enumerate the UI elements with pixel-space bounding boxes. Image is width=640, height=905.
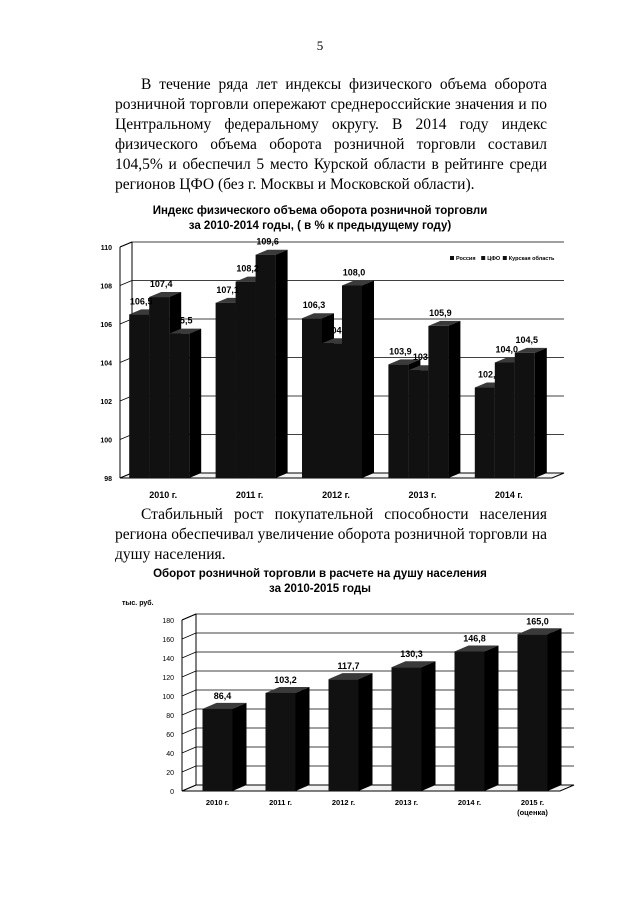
chart2-ytick-label: 160 bbox=[162, 637, 174, 644]
chart1-data-label: 108,0 bbox=[342, 267, 366, 278]
chart2-bar-side bbox=[485, 646, 499, 791]
chart2-data-label: 165,0 bbox=[526, 616, 549, 627]
chart1-legend-swatch bbox=[503, 256, 507, 260]
chart2-grid-diag bbox=[182, 633, 196, 639]
chart2-grid-diag bbox=[182, 747, 196, 753]
chart2-ytick-label: 40 bbox=[166, 751, 174, 758]
chart2-data-label: 130,3 bbox=[400, 649, 423, 660]
chart2-data-label: 103,2 bbox=[274, 674, 297, 685]
chart2-data-label: 86,4 bbox=[213, 690, 232, 701]
chart1-ytick-label: 98 bbox=[104, 476, 112, 483]
chart2-grid-diag bbox=[182, 728, 196, 734]
chart1-title-line2: за 2010-2014 годы, ( в % к предыдущему году) bbox=[188, 220, 452, 232]
chart-retail-per-capita bbox=[0, 595, 640, 855]
chart1-xtick-label: 2014 г. bbox=[494, 490, 523, 500]
chart2-xtick-label: 2012 г. bbox=[331, 798, 356, 807]
chart1-data-label: 105,5 bbox=[169, 315, 193, 326]
chart1-bar bbox=[129, 314, 149, 478]
chart1-ytick-label: 102 bbox=[100, 399, 112, 406]
chart1-bar-side bbox=[362, 281, 374, 479]
chart2-xtick-label: 2014 г. bbox=[457, 798, 482, 807]
chart1-bar bbox=[169, 334, 189, 478]
chart2-bar bbox=[329, 679, 359, 791]
chart1-bar bbox=[302, 318, 322, 478]
chart1-data-label: 104,0 bbox=[495, 344, 519, 355]
chart1-data-label: 108,2 bbox=[236, 263, 259, 274]
chart1-data-label: 106,3 bbox=[302, 300, 326, 311]
chart2-ytick-label: 0 bbox=[170, 789, 174, 796]
chart2-ylabel: тыс. руб. bbox=[122, 600, 154, 607]
chart2-bar bbox=[518, 634, 548, 791]
chart1-title-line1: Индекс физического объема оборота розничной торговли bbox=[152, 205, 488, 217]
chart1-xtick-label: 2011 г. bbox=[235, 490, 264, 500]
chart2-bar-side bbox=[233, 703, 247, 791]
chart2-bar-side bbox=[359, 673, 373, 791]
page-number: 5 bbox=[316, 38, 324, 53]
chart1-grid-diag bbox=[120, 281, 132, 286]
chart2-grid-diag bbox=[182, 671, 196, 677]
chart1-bar-side bbox=[448, 321, 460, 478]
chart2-bar-side bbox=[422, 661, 436, 791]
chart2-bar bbox=[266, 693, 296, 791]
chart2-xtick-label: 2010 г. bbox=[205, 798, 230, 807]
chart2-grid-diag bbox=[182, 614, 196, 620]
chart2-grid-diag bbox=[182, 766, 196, 772]
chart1-ytick-label: 100 bbox=[100, 437, 112, 445]
chart1-xtick-label: 2012 г. bbox=[322, 490, 350, 500]
chart1-bar bbox=[515, 353, 535, 478]
chart1-bar bbox=[475, 388, 495, 478]
chart2-xtick-label: 2011 г. bbox=[269, 798, 292, 807]
chart1-bar-side bbox=[276, 250, 288, 478]
chart1-bar bbox=[428, 326, 448, 478]
chart2-grid-diag bbox=[182, 709, 196, 715]
chart1-ytick-label: 110 bbox=[100, 245, 112, 252]
chart1-title bbox=[0, 204, 640, 234]
chart2-bar-side bbox=[548, 628, 562, 791]
chart1-bar bbox=[495, 363, 515, 479]
chart1-ytick-label: 108 bbox=[100, 283, 112, 291]
chart1-data-label: 106,5 bbox=[129, 296, 153, 307]
chart1-bar-side bbox=[189, 329, 201, 478]
chart2-ytick-label: 140 bbox=[162, 656, 174, 663]
chart2-ytick-label: 20 bbox=[166, 770, 174, 777]
chart2-data-label: 117,7 bbox=[337, 661, 360, 672]
chart1-legend-swatch bbox=[450, 256, 454, 260]
chart1-data-label: 103,9 bbox=[389, 346, 412, 357]
chart2-xtick-label: 2013 г. bbox=[394, 798, 419, 807]
chart1-grid-diag bbox=[120, 242, 132, 247]
chart1-bar bbox=[216, 303, 236, 478]
chart1-data-label: 109,6 bbox=[256, 236, 279, 247]
chart1-bar bbox=[236, 282, 256, 478]
chart1-data-label: 104,5 bbox=[515, 334, 539, 345]
chart2-grid-diag bbox=[182, 652, 196, 658]
chart1-xtick-label: 2010 г. bbox=[149, 490, 178, 500]
chart2-ytick-label: 120 bbox=[162, 675, 174, 682]
chart1-data-label: 104 bbox=[326, 325, 342, 336]
chart2-bar bbox=[203, 709, 233, 791]
chart1-data-label: 107,4 bbox=[149, 279, 173, 290]
chart1-bar bbox=[342, 286, 362, 479]
chart1-data-label: 102, bbox=[478, 369, 496, 380]
chart2-ytick-label: 60 bbox=[166, 732, 174, 739]
chart1-bar bbox=[149, 297, 169, 478]
chart1-xtick-label: 2013 г. bbox=[408, 490, 437, 500]
chart2-title-line2: за 2010-2015 годы bbox=[269, 583, 371, 595]
chart2-ytick-label: 80 bbox=[166, 713, 174, 720]
chart2-bar bbox=[392, 667, 422, 791]
paragraph-purchasing-power: Стабильный рост покупательной способности населения региона обеспечивал увеличение оборота розничной торговли на душу населения. bbox=[115, 506, 547, 563]
chart1-bar bbox=[322, 343, 342, 478]
chart1-bar bbox=[388, 364, 408, 478]
chart2-xtick-label: 2015 г. bbox=[520, 798, 545, 807]
chart1-bar bbox=[256, 255, 276, 478]
chart1-legend-label: Курская область bbox=[508, 256, 555, 262]
chart1-data-label: 107,1 bbox=[216, 284, 239, 295]
chart2-grid-diag bbox=[182, 690, 196, 696]
chart-retail-index bbox=[0, 235, 640, 535]
chart2-bar bbox=[455, 652, 485, 791]
chart1-legend-label: ЦФО bbox=[487, 256, 501, 262]
chart2-title-line1: Оборот розничной торговли в расчете на душу населения bbox=[153, 568, 487, 580]
chart2-title bbox=[0, 567, 640, 597]
chart2-xtick-sublabel: (оценка) bbox=[517, 808, 548, 817]
chart1-bar-side bbox=[535, 348, 547, 478]
chart2-bar-side bbox=[296, 687, 310, 791]
chart1-ytick-label: 104 bbox=[100, 360, 112, 368]
chart1-data-label: 105,9 bbox=[429, 307, 452, 318]
chart1-bar bbox=[408, 370, 428, 478]
chart1-legend-label: Россия bbox=[456, 256, 476, 262]
chart1-data-label: 103 bbox=[412, 352, 428, 363]
chart1-ytick-label: 106 bbox=[100, 322, 112, 329]
chart2-ytick-label: 100 bbox=[162, 694, 174, 701]
chart1-legend-swatch bbox=[481, 256, 485, 260]
chart2-data-label: 146,8 bbox=[463, 633, 486, 644]
paragraph-retail-index: В течение ряда лет индексы физического объема оборота розничной торговли опережают среднероссийские значения и по Центральному федеральному округу. В 2014 году индекс физического объема оборота розничной торговли составил 104,5% и обеспечил 5 место Курской области в рейтинге среди регионов ЦФО (без г. Москвы и Московской области). bbox=[115, 76, 547, 193]
chart2-ytick-label: 180 bbox=[162, 618, 174, 625]
